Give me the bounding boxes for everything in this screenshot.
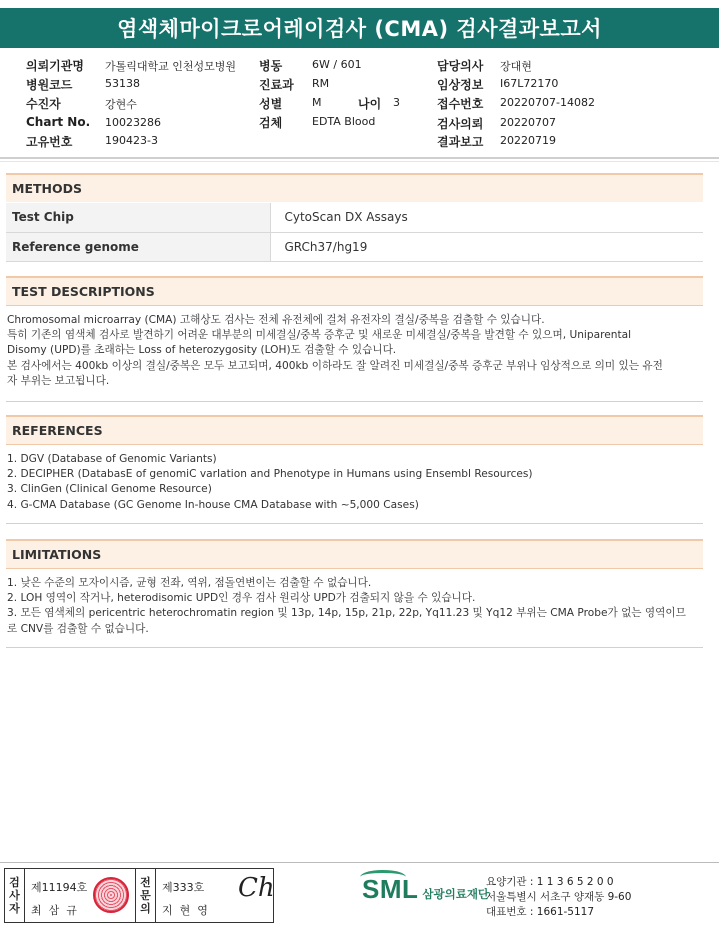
ward-value: 6W / 601 bbox=[312, 58, 362, 71]
specialist-name: 지현영 bbox=[162, 904, 215, 917]
limitation-item: 로 CNV를 검출할 수 없습니다. bbox=[7, 622, 149, 635]
limitation-item: 3. 모든 염색체의 pericentric heterochromatin region 및 13p, 14p, 15p, 21p, 22p, Yq11.23 및 Yq12 부위는 CMA Probe가 없는 영역이므 bbox=[7, 607, 686, 620]
reference-item: 4. G-CMA Database (GC Genome In-house CMA Database with ~5,000 Cases) bbox=[7, 498, 419, 511]
report-title: 염색체마이크로어레이검사 (CMA) 검사결과보고서 bbox=[0, 8, 719, 48]
tester-cell bbox=[25, 869, 136, 922]
limitations-body bbox=[7, 576, 701, 637]
footer-divider bbox=[0, 862, 719, 863]
report-date-value: 20220719 bbox=[500, 134, 556, 147]
reference-genome-key: Reference genome bbox=[6, 232, 270, 261]
limitations-heading: LIMITATIONS bbox=[6, 539, 703, 568]
sml-logo bbox=[362, 874, 489, 905]
specimen-label: 검체 bbox=[259, 116, 283, 130]
clinical-value: I67L72170 bbox=[500, 77, 559, 90]
hosp-code-label: 병원코드 bbox=[26, 78, 73, 92]
institution-code: 요양기관 : 1 1 3 6 5 2 0 0 bbox=[486, 876, 614, 888]
test-chip-key: Test Chip bbox=[6, 203, 270, 232]
hospital-label: 의뢰기관명 bbox=[26, 59, 84, 73]
descriptions-body bbox=[7, 313, 701, 389]
description-line: 자 부위는 보고됩니다. bbox=[7, 374, 110, 387]
limitations-bottom-line bbox=[6, 647, 703, 648]
description-line: Chromosomal microarray (CMA) 고해상도 검사는 전체 유전체에 걸쳐 유전자의 결실/중복을 검출할 수 있습니다. bbox=[7, 314, 545, 326]
patient-value: 강현수 bbox=[105, 98, 137, 111]
references-heading: REFERENCES bbox=[6, 415, 703, 444]
age-value: 3 bbox=[393, 96, 400, 109]
specialist-license-no: 제333호 bbox=[162, 881, 205, 894]
patient-info-block bbox=[0, 52, 719, 152]
limitations-underline bbox=[6, 568, 703, 569]
specialist-role-label: 전 문 의 bbox=[136, 869, 156, 922]
sex-value: M bbox=[312, 96, 322, 109]
chart-label: Chart No. bbox=[26, 115, 91, 129]
description-line: Disomy (UPD)를 초래하는 Loss of heterozygosity (LOH)도 검출할 수 있습니다. bbox=[7, 344, 397, 357]
specimen-value: EDTA Blood bbox=[312, 115, 376, 128]
clinical-label: 임상정보 bbox=[437, 78, 484, 92]
tester-name: 최삼규 bbox=[31, 904, 84, 917]
references-bottom-line bbox=[6, 523, 703, 524]
signature-box bbox=[4, 868, 274, 923]
dept-value: RM bbox=[312, 77, 330, 90]
official-seal-stamp bbox=[93, 877, 129, 913]
request-label: 검사의뢰 bbox=[437, 117, 484, 131]
institution-address: 서울특별시 서초구 양재동 9-60 bbox=[486, 891, 632, 903]
uid-label: 고유번호 bbox=[26, 135, 73, 149]
test-chip-value: CytoScan DX Assays bbox=[270, 203, 703, 232]
reference-genome-value: GRCh37/hg19 bbox=[270, 232, 703, 261]
tester-license-no: 제11194호 bbox=[31, 881, 88, 894]
table-row bbox=[6, 203, 703, 232]
doctor-label: 담당의사 bbox=[437, 59, 484, 73]
methods-table bbox=[6, 203, 703, 262]
reference-item: 2. DECIPHER (DatabasE of genomiC varIation and Phenotype in Humans using Ensembl Resources) bbox=[7, 468, 533, 481]
references-underline bbox=[6, 444, 703, 445]
accession-value: 20220707-14082 bbox=[500, 96, 595, 109]
logo-org-name: 삼광의료재단 bbox=[422, 886, 490, 901]
references-body bbox=[7, 452, 701, 513]
chart-value: 10023286 bbox=[105, 116, 161, 129]
tester-role-label: 검 사 자 bbox=[5, 869, 25, 922]
info-divider bbox=[0, 157, 719, 159]
doctor-value: 장대현 bbox=[500, 60, 532, 73]
logo-text: SML bbox=[362, 874, 419, 904]
dept-label: 진료과 bbox=[259, 78, 294, 92]
methods-heading: METHODS bbox=[6, 173, 703, 202]
specialist-cell bbox=[156, 869, 273, 922]
uid-value: 190423-3 bbox=[105, 134, 158, 147]
institution-phone: 대표번호 : 1661-5117 bbox=[486, 906, 595, 918]
reference-item: 3. ClinGen (Clinical Genome Resource) bbox=[7, 483, 212, 496]
logo-arc-icon bbox=[360, 870, 406, 884]
age-label: 나이 bbox=[358, 97, 382, 111]
hospital-value: 가톨릭대학교 인천성모병원 bbox=[105, 60, 237, 73]
table-row bbox=[6, 232, 703, 261]
description-line: 본 검사에서는 400kb 이상의 결실/중복은 모두 보고되며, 400kb 이하라도 잘 알려진 미세결실/중복 증후군 부위나 임상적으로 의미 있는 유전 bbox=[7, 359, 663, 372]
reference-item: 1. DGV (Database of Genomic Variants) bbox=[7, 453, 217, 465]
description-line: 특히 기존의 염색체 검사로 발견하기 어려운 대부분의 미세결실/중복 증후군 및 새로운 미세결실/중복을 발견할 수 있으며, Uniparental bbox=[7, 329, 632, 342]
handwritten-signature: Ch bbox=[238, 873, 275, 903]
accession-label: 접수번호 bbox=[437, 97, 484, 111]
ward-label: 병동 bbox=[259, 59, 283, 73]
report-date-label: 결과보고 bbox=[437, 135, 484, 149]
request-value: 20220707 bbox=[500, 116, 556, 129]
descriptions-heading: TEST DESCRIPTIONS bbox=[6, 276, 703, 305]
descriptions-underline bbox=[6, 305, 703, 306]
institution-info bbox=[486, 875, 631, 920]
descriptions-bottom-line bbox=[6, 401, 703, 402]
info-divider-thin bbox=[0, 161, 719, 162]
patient-label: 수진자 bbox=[26, 97, 61, 111]
limitation-item: 2. LOH 영역이 작거나, heterodisomic UPD인 경우 검사 원리상 UPD가 검출되지 않을 수 있습니다. bbox=[7, 592, 476, 605]
limitation-item: 1. 낮은 수준의 모자이시즘, 균형 전좌, 역위, 점돌연변이는 검출할 수 없습니다. bbox=[7, 577, 372, 589]
hosp-code-value: 53138 bbox=[105, 77, 140, 90]
sex-label: 성별 bbox=[259, 97, 283, 111]
